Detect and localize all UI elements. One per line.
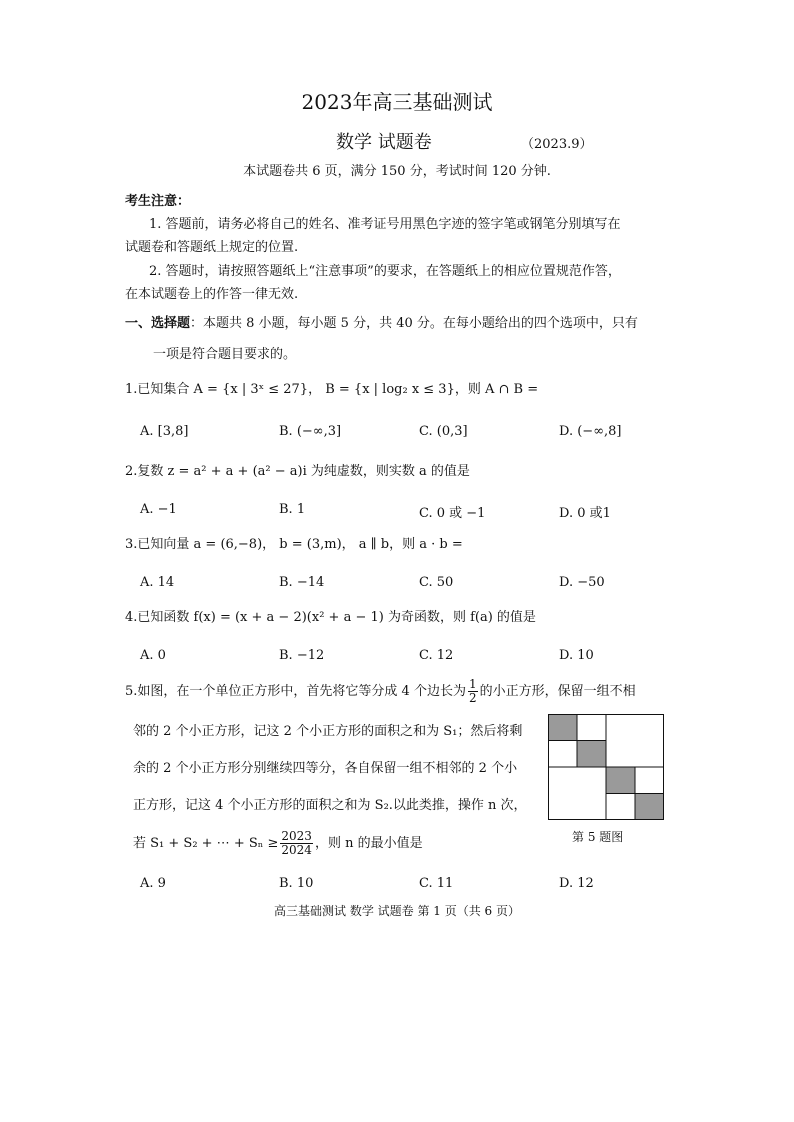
question-5-line-5-part-2: ，则 n 的最小值是 — [314, 836, 423, 852]
question-5-line-2: 邻的 2 个小正方形，记这 2 个小正方形的面积之和为 S₁；然后将剩 — [133, 724, 523, 739]
question-4-stem: 4.已知函数 f(x) = (x + a − 2)(x² + a − 1) 为奇函数，则 f(a) 的值是 — [125, 610, 536, 625]
exam-note: 本试题卷共 6 页，满分 150 分，考试时间 120 分钟. — [243, 164, 551, 179]
question-2-option-c: C. 0 或 −1 — [419, 506, 486, 521]
question-5-line-3: 余的 2 个小正方形分别继续四等分，各自保留一组不相邻的 2 个小 — [133, 761, 518, 776]
question-5-stem-part-2: 的小正方形，保留一组不相 — [479, 684, 636, 700]
fraction-numerator: 1 — [468, 677, 477, 691]
question-2-option-a: A. −1 — [140, 502, 177, 517]
question-3-option-d: D. −50 — [559, 575, 605, 590]
question-4-option-d: D. 10 — [559, 648, 594, 663]
section-1-line-2: 一项是符合题目要求的。 — [153, 347, 297, 362]
question-1-option-b: B. (−∞,3] — [279, 424, 342, 439]
question-5-option-d: D. 12 — [559, 876, 594, 891]
question-2-stem: 2.复数 z = a² + a + (a² − a)i 为纯虚数，则实数 a 的值是 — [125, 464, 470, 479]
question-5-option-c: C. 11 — [419, 876, 454, 891]
section-1-line-1 — [125, 317, 638, 330]
question-1-option-a: A. [3,8] — [140, 424, 189, 439]
question-3-option-b: B. −14 — [279, 575, 325, 590]
page-footer: 高三基础测试 数学 试题卷 第 1 页（共 6 页） — [274, 904, 520, 918]
question-3-option-c: C. 50 — [419, 575, 454, 590]
fraction-one-half — [468, 678, 478, 705]
fraction-2023-2024 — [280, 830, 313, 857]
question-5-line-4: 正方形，记这 4 个小正方形的面积之和为 S₂.以此类推，操作 n 次， — [133, 798, 527, 813]
question-5-line-1 — [125, 678, 636, 705]
section-1-text: ：本题共 8 小题，每小题 5 分，共 40 分。在每小题给出的四个选项中，只有 — [190, 316, 638, 331]
instruction-2-line-2: 在本试题卷上的作答一律无效. — [125, 287, 299, 302]
fraction-denominator: 2 — [468, 691, 477, 706]
question-3-stem: 3.已知向量 a = (6,−8)， b = (3,m)， a ∥ b，则 a · b = — [125, 537, 463, 552]
question-4-option-b: B. −12 — [279, 648, 325, 663]
question-5-option-a: A. 9 — [140, 876, 166, 891]
instruction-1-line-2: 试题卷和答题纸上规定的位置. — [125, 240, 299, 255]
section-1-label: 一、选择题 — [125, 316, 191, 331]
question-1-option-d: D. (−∞,8] — [559, 424, 622, 439]
question-5-stem-part-1: 5.如图，在一个单位正方形中，首先将它等分成 4 个边长为 — [125, 684, 466, 700]
question-1-option-c: C. (0,3] — [419, 424, 468, 439]
question-4-option-a: A. 0 — [140, 648, 166, 663]
fraction-denominator: 2024 — [281, 843, 312, 858]
instruction-2-line-1: 2. 答题时，请按照答题纸上“注意事项”的要求，在答题纸上的相应位置规范作答， — [149, 264, 621, 279]
shaded-square — [577, 741, 606, 768]
exam-date: （2023.9） — [521, 137, 593, 152]
question-5-option-b: B. 10 — [279, 876, 314, 891]
question-5-figure — [548, 714, 664, 820]
question-3-option-a: A. 14 — [140, 575, 175, 590]
shaded-square — [549, 715, 578, 741]
fraction-numerator: 2023 — [281, 829, 312, 843]
question-1-stem: 1.已知集合 A = {x | 3ˣ ≤ 27}， B = {x | log₂ x ≤ 3}，则 A ∩ B = — [125, 382, 539, 397]
shaded-square — [635, 794, 664, 820]
exam-subtitle: 数学 试题卷 — [336, 132, 432, 153]
exam-title: 2023年高三基础测试 — [301, 90, 493, 114]
question-4-option-c: C. 12 — [419, 648, 454, 663]
shaded-square — [606, 767, 635, 794]
question-5-line-5-part-1: 若 S₁ + S₂ + ⋯ + Sₙ ≥ — [133, 836, 279, 852]
question-2-option-d: D. 0 或1 — [559, 506, 611, 521]
question-5-line-5 — [133, 830, 423, 857]
instructions-heading: 考生注意： — [125, 194, 191, 209]
question-2-option-b: B. 1 — [279, 502, 306, 517]
figure-caption: 第 5 题图 — [572, 830, 624, 844]
instruction-1-line-1: 1. 答题前，请务必将自己的姓名、准考证号用黑色字迹的签字笔或钢笔分别填写在 — [149, 217, 621, 232]
